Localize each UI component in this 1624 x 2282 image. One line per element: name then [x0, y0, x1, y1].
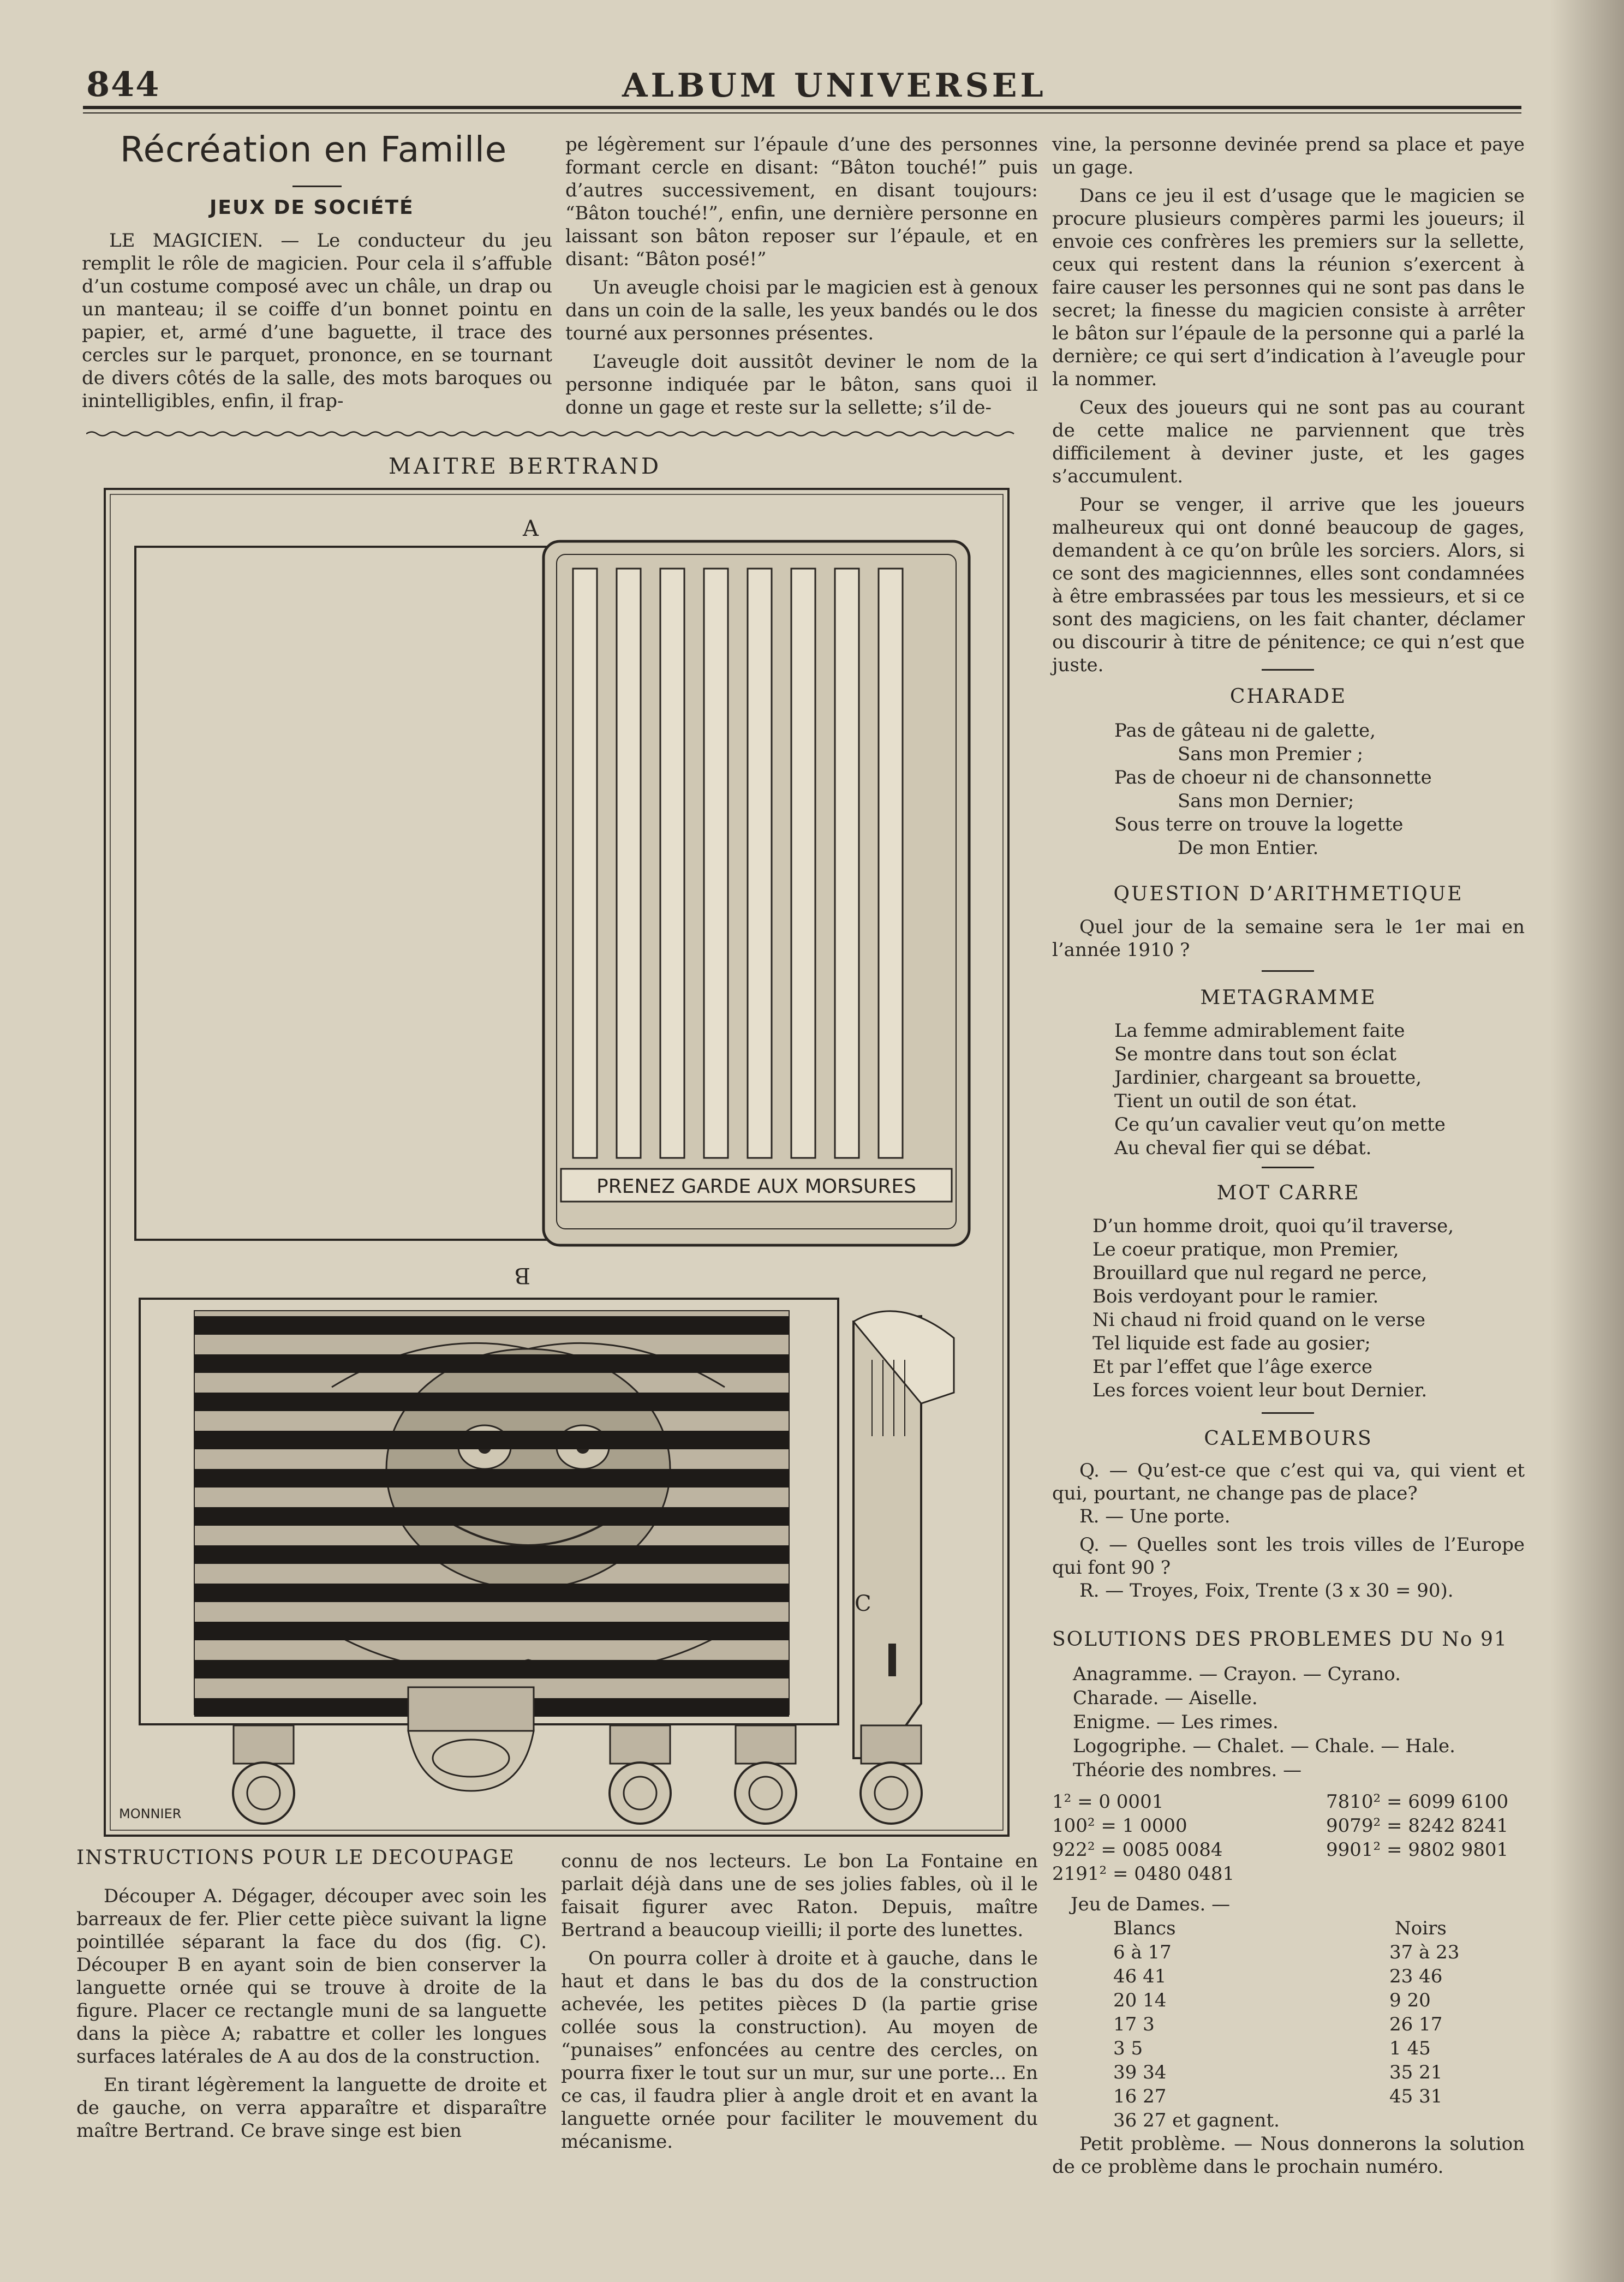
move-line: 37 à 23 [1389, 1942, 1460, 1963]
cutout-figure [103, 487, 1011, 1838]
move-line: 17 3 [1113, 2014, 1155, 2035]
poem-line: Tel liquide est fade au gosier; [1092, 1333, 1371, 1354]
move-line: 16 27 [1113, 2086, 1167, 2107]
solution-line: Enigme. — Les rimes. [1073, 1711, 1279, 1733]
poem-line: Pas de gâteau ni de galette, [1114, 720, 1376, 742]
squares-right [1326, 1790, 1508, 1862]
move-line: 26 17 [1389, 2014, 1443, 2035]
noirs-moves [1389, 1940, 1459, 2108]
label-a: A [523, 516, 539, 541]
poem-line: Au cheval fier qui se débat. [1114, 1137, 1372, 1159]
poem-line: Jardinier, chargeant sa brouette, [1114, 1067, 1422, 1089]
cage-sign-text: PRENEZ GARDE AUX MORSURES [596, 1175, 917, 1198]
calembour-r1: R. — Une porte. [1079, 1506, 1231, 1527]
move-line: 46 41 [1113, 1966, 1167, 1987]
rosette-pieces [233, 1725, 922, 1824]
solution-line: Théorie des nombres. — [1073, 1759, 1302, 1781]
move-line: 20 14 [1113, 1990, 1167, 2011]
move-line: 3 5 [1113, 2038, 1143, 2059]
blancs-label: Blancs [1113, 1917, 1176, 1939]
charade-title: CHARADE [1229, 685, 1347, 708]
poem-line: Et par l’effet que l’âge exerce [1092, 1356, 1373, 1378]
section-rule [1262, 669, 1314, 671]
magicien-paragraph-3: Un aveugle choisi par le magicien est à genoux dans un coin de la salle, les yeux bandés ou le dos tourné aux personnes présentes. [565, 277, 1038, 344]
label-c: C [855, 1591, 871, 1616]
square-line: 100² = 1 0000 [1052, 1815, 1187, 1837]
petit-probleme [1052, 2132, 1525, 2184]
poem-line: Sans mon Dernier; [1178, 790, 1354, 812]
poem-line: Ni chaud ni froid quand on le verse [1092, 1309, 1425, 1331]
petit-probleme-text: Petit problème. — Nous donnerons la solution de ce problème dans le prochain numéro. [1052, 2133, 1525, 2178]
arith-text: Quel jour de la semaine sera le 1er mai en l’année 1910 ? [1052, 916, 1525, 961]
section-rule [1262, 1412, 1314, 1414]
instructions-paragraph: Découper A. Dégager, découper avec soin les barreaux de fer. Plier cette pièce suivant la ligne pointillée séparant la face du dos (fig. C). Découper B en ayant soin de bien conserver la languette ornée qui se trouve à droite de la figure. Placer ce rectangle muni de sa languette dans la pièce A; rabattre et coller les longues surfaces latérales de A au dos de la construction. [76, 1885, 547, 2068]
poem-line: Sous terre on trouve la logette [1114, 814, 1404, 835]
solutions-title: SOLUTIONS DES PROBLEMES DU No 91 [1052, 1628, 1508, 1651]
charade-poem [1114, 719, 1432, 860]
figure-title: MAITRE BERTRAND [389, 454, 662, 479]
metagramme-title: METAGRAMME [1200, 987, 1377, 1009]
poem-line: Le coeur pratique, mon Premier, [1092, 1239, 1399, 1261]
move-line: 36 27 et gagnent. [1113, 2110, 1280, 2131]
move-line: 39 34 [1113, 2062, 1167, 2083]
arith-title: QUESTION D’ARITHMETIQUE [1113, 883, 1464, 905]
motcarre-title: MOT CARRE [1216, 1182, 1360, 1204]
calembour-r2: R. — Troyes, Foix, Trente (3 x 30 = 90). [1079, 1580, 1454, 1602]
instructions-title: INSTRUCTIONS POUR LE DECOUPAGE [76, 1847, 515, 1869]
section-rule [1262, 970, 1314, 972]
calembour-q1: Q. — Qu’est-ce que c’est qui va, qui vient et qui, pourtant, ne change pas de place? [1052, 1460, 1525, 1504]
squares-left [1052, 1790, 1234, 1886]
artist-signature: MONNIER [119, 1806, 182, 1821]
instructions-paragraph: En tirant légèrement la languette de droite et de gauche, on verra apparaître et disparaître maître Bertrand. Ce brave singe est bien [76, 2074, 547, 2142]
move-line: 23 46 [1389, 1966, 1443, 1987]
article-column-2 [565, 133, 1038, 425]
calembours-title: CALEMBOURS [1204, 1427, 1373, 1450]
poem-line: Sans mon Premier ; [1178, 743, 1364, 765]
poem-line: D’un homme droit, quoi qu’il traverse, [1092, 1215, 1454, 1237]
magicien-paragraph-4: L’aveugle doit aussitôt deviner le nom de la personne indiquée par le bâton, sans quoi il donne un gage et reste sur la sellette; s’il de- [565, 351, 1038, 419]
journal-title: ALBUM UNIVERSEL [622, 67, 1047, 105]
poem-line: Pas de choeur ni de chansonnette [1114, 767, 1432, 788]
calembour-q2: Q. — Quelles sont les trois villes de l’Europe qui font 90 ? [1052, 1534, 1525, 1579]
square-line: 2191² = 0480 0481 [1052, 1863, 1235, 1885]
noirs-label: Noirs [1395, 1917, 1447, 1939]
magicien-paragraph-8: Pour se venger, il arrive que les joueurs malheureux qui ont donné beaucoup de gages, demandent à ce qu’on brûle les sorciers. Alors, si ce sont des magiciennnes, elles sont condamnées à être embrassées par tous les messieurs, et si ce sont des magiciens, on les fait chanter, déclamer ou discourir à titre de pénitence; ce qui n’est que juste. [1052, 494, 1525, 676]
solution-line: Charade. — Aiselle. [1073, 1687, 1258, 1709]
section-subtitle: JEUX DE SOCIÉTÉ [210, 196, 414, 219]
article-column-3 [1052, 133, 1525, 682]
poem-line: Brouillard que nul regard ne perce, [1092, 1262, 1428, 1284]
header-rule-thin [83, 112, 1521, 113]
title-rule [292, 186, 342, 187]
page-number: 844 [86, 64, 160, 104]
magicien-paragraph-5: vine, la personne devinée prend sa place et paye un gage. [1052, 134, 1525, 178]
wavy-separator [86, 430, 1019, 438]
square-line: 922² = 0085 0084 [1052, 1839, 1223, 1861]
magicien-paragraph-6: Dans ce jeu il est d’usage que le magicien se procure plusieurs compères parmi les joueurs; il envoie ces confrères les premiers sur la sellette, ceux qui restent dans la réunion s’exercent à faire causer les personnes qui ne sont pas dans le secret; la finesse du magicien consiste à arrêter le bâton sur l’épaule de la personne qui a parlé la dernière; ce qui sert d’indication à l’aveugle pour la nommer. [1052, 185, 1525, 390]
poem-line: Bois verdoyant pour le ramier. [1092, 1286, 1379, 1307]
solutions-list [1073, 1662, 1455, 1782]
solution-line: Anagramme. — Crayon. — Cyrano. [1073, 1663, 1401, 1685]
magicien-paragraph-2: pe légèrement sur l’épaule d’une des personnes formant cercle en disant: “Bâton touché!” puis d’autres successivement, en disant toujours: “Bâton touché!”, enfin, une dernière personne en laissant son bâton reposer sur l’épaule, et en disant: “Bâton posé!” [565, 134, 1038, 270]
section-title: Récréation en Famille [120, 130, 507, 170]
motcarre-poem [1092, 1215, 1454, 1402]
poem-line: Ce qu’un cavalier veut qu’on mette [1114, 1114, 1446, 1136]
magicien-paragraph: LE MAGICIEN. — Le conducteur du jeu remplit le rôle de magicien. Pour cela il s’affuble d’un costume composé avec un châle, un drap ou un manteau; il se coiffe d’un bonnet pointu en papier, et, armé d’une baguette, il trace des cercles sur le parquet, prononce, en se tournant de divers côtés de la salle, des mots baroques ou inintelligibles, enfin, il frap- [82, 230, 552, 412]
page-fold-shadow [1550, 0, 1624, 2282]
poem-line: La femme admirablement faite [1114, 1020, 1405, 1042]
instructions-column-1 [76, 1885, 547, 2148]
square-line: 9079² = 8242 8241 [1326, 1815, 1509, 1837]
instructions-paragraph: On pourra coller à droite et à gauche, dans le haut et dans le bas du dos de la construction achevée, les petites pièces D (la partie grise collée sous la construction). Au moyen de “punaises” enfoncées au centre des cercles, on pourra fixer le tout sur un mur, sur une porte... En ce cas, il faudra plier à angle droit et en avant la languette ornée pour faciliter le mouvement du mécanisme. [561, 1948, 1038, 2153]
magicien-paragraph-7: Ceux des joueurs qui ne sont pas au courant de cette malice ne parviennent que très difficilement à deviner juste, et les gages s’accumulent. [1052, 397, 1525, 487]
article-column-1 [82, 229, 552, 418]
poem-line: De mon Entier. [1178, 837, 1319, 859]
move-line: 9 20 [1389, 1990, 1431, 2011]
move-line: 45 31 [1389, 2086, 1443, 2107]
poem-line: Les forces voient leur bout Dernier. [1092, 1379, 1428, 1401]
square-line: 7810² = 6099 6100 [1326, 1791, 1509, 1813]
section-rule [1262, 1167, 1314, 1168]
poem-line: Se montre dans tout son éclat [1114, 1043, 1396, 1065]
instructions-column-2 [561, 1850, 1038, 2159]
arith-question [1052, 916, 1525, 967]
label-b: B [514, 1263, 530, 1288]
dames-title: Jeu de Dames. — [1071, 1893, 1231, 1915]
square-line: 1² = 0 0001 [1052, 1791, 1164, 1813]
metagramme-poem [1114, 1019, 1446, 1160]
solution-line: Logogriphe. — Chalet. — Chale. — Hale. [1073, 1735, 1455, 1757]
square-line: 9901² = 9802 9801 [1326, 1839, 1509, 1861]
blancs-moves [1113, 1940, 1280, 2132]
move-line: 35 21 [1389, 2062, 1443, 2083]
header-rule [83, 106, 1521, 109]
move-line: 6 à 17 [1113, 1942, 1172, 1963]
instructions-paragraph: connu de nos lecteurs. Le bon La Fontaine en parlait déjà dans une de ses jolies fables, où il le faisait figurer avec Raton. Depuis, maître Bertrand a beaucoup vieilli; il porte des lunettes. [561, 1850, 1038, 1941]
calembours-text [1052, 1459, 1525, 1602]
move-line: 1 45 [1389, 2038, 1431, 2059]
poem-line: Tient un outil de son état. [1114, 1090, 1358, 1112]
